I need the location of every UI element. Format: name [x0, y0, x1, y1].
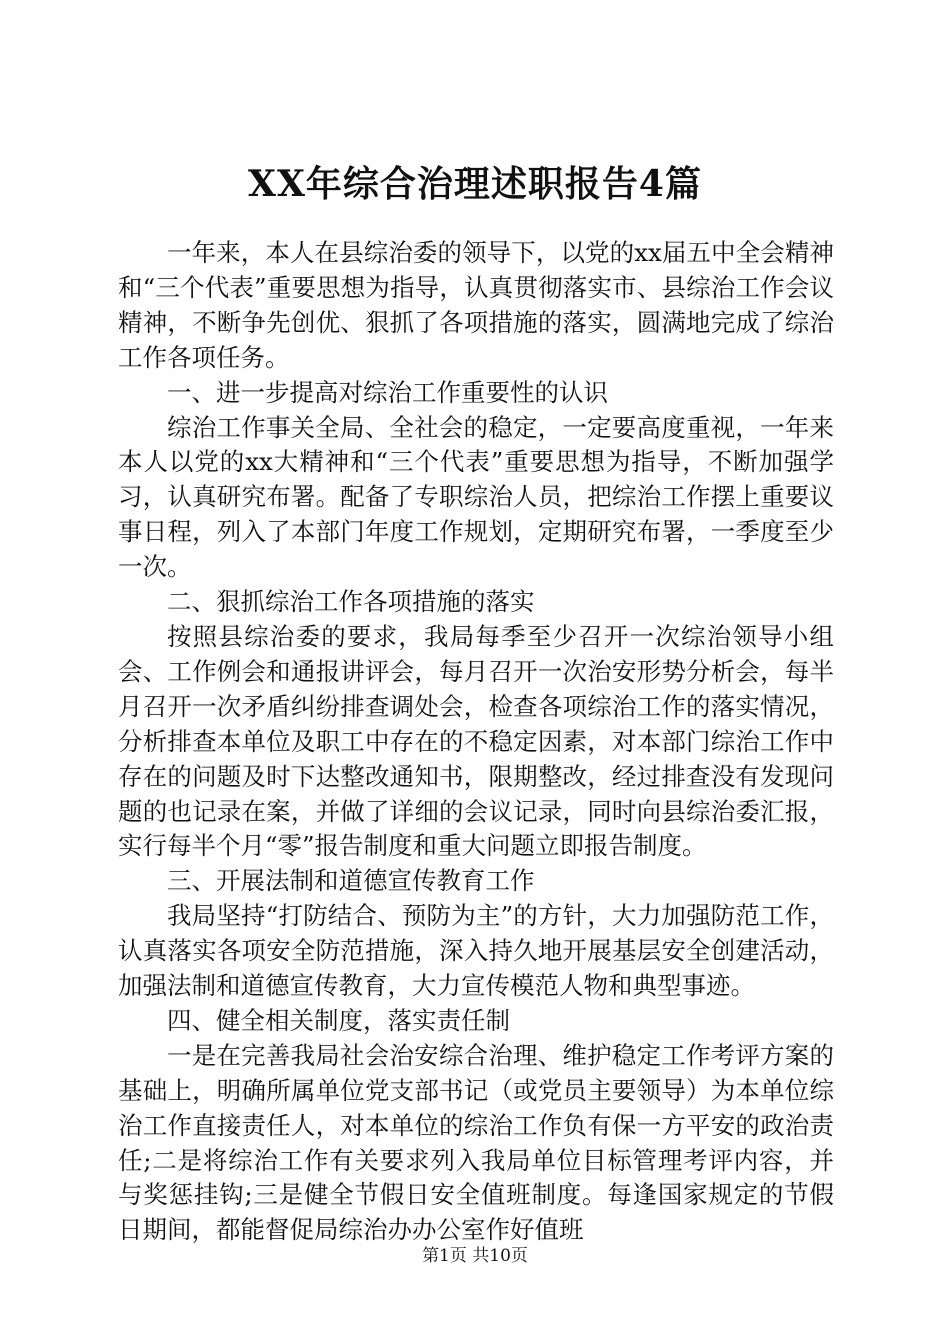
section-paragraph-3: 我局坚持“打防结合、预防为主”的方针，大力加强防范工作，认真落实各项安全防范措施，深入持久地开展基层安全创建活动，加强法制和道德宣传教育，大力宣传模范人物和典型事迹。 [118, 901, 834, 1001]
section-paragraph-1: 综治工作事关全局、全社会的稳定，一定要高度重视，一年来本人以党的xx大精神和“三个代表”重要思想为指导，不断加强学习，认真研究布署。配备了专职综治人员，把综治工作摆上重要议事日程，列入了本部门年度工作规划，定期研究布署，一季度至少一次。 [118, 412, 834, 582]
section-paragraph-4: 一是在完善我局社会治安综合治理、维护稳定工作考评方案的基础上，明确所属单位党支部书记（或党员主要领导）为本单位综治工作直接责任人，对本单位的综治工作负有保一方平安的政治责任;二是将综治工作有关要求列入我局单位目标管理考评内容，并与奖惩挂钩;三是健全节假日安全值班制度。每逢国家规定的节假日期间，都能督促局综治办办公室作好值班 [118, 1040, 834, 1245]
page-footer: 第1页 共10页 [422, 1246, 528, 1266]
section-heading-4: 四、健全相关制度，落实责任制 [167, 1005, 510, 1035]
intro-paragraph: 一年来，本人在县综治委的领导下，以党的xx届五中全会精神和“三个代表”重要思想为指导，认真贯彻落实市、县综治工作会议精神，不断争先创优、狠抓了各项措施的落实，圆满地完成了综治工作各项任务。 [118, 238, 834, 372]
section-heading-1: 一、进一步提高对综治工作重要性的认识 [167, 377, 608, 407]
document-body [118, 236, 834, 1248]
section-heading-2: 二、狠抓综治工作各项措施的落实 [167, 587, 535, 617]
section-heading-3: 三、开展法制和道德宣传教育工作 [167, 866, 535, 896]
document-title: XX年综合治理述职报告4篇 [248, 163, 702, 205]
section-paragraph-2: 按照县综治委的要求，我局每季至少召开一次综治领导小组会、工作例会和通报讲评会，每月召开一次治安形势分析会，每半月召开一次矛盾纠纷排查调处会，检查各项综治工作的落实情况，分析排查本单位及职工中存在的不稳定因素，对本部门综治工作中存在的问题及时下达整改通知书，限期整改，经过排查没有发现问题的也记录在案，并做了详细的会议记录，同时向县综治委汇报，实行每半个月“零”报告制度和重大问题立即报告制度。 [118, 621, 834, 861]
